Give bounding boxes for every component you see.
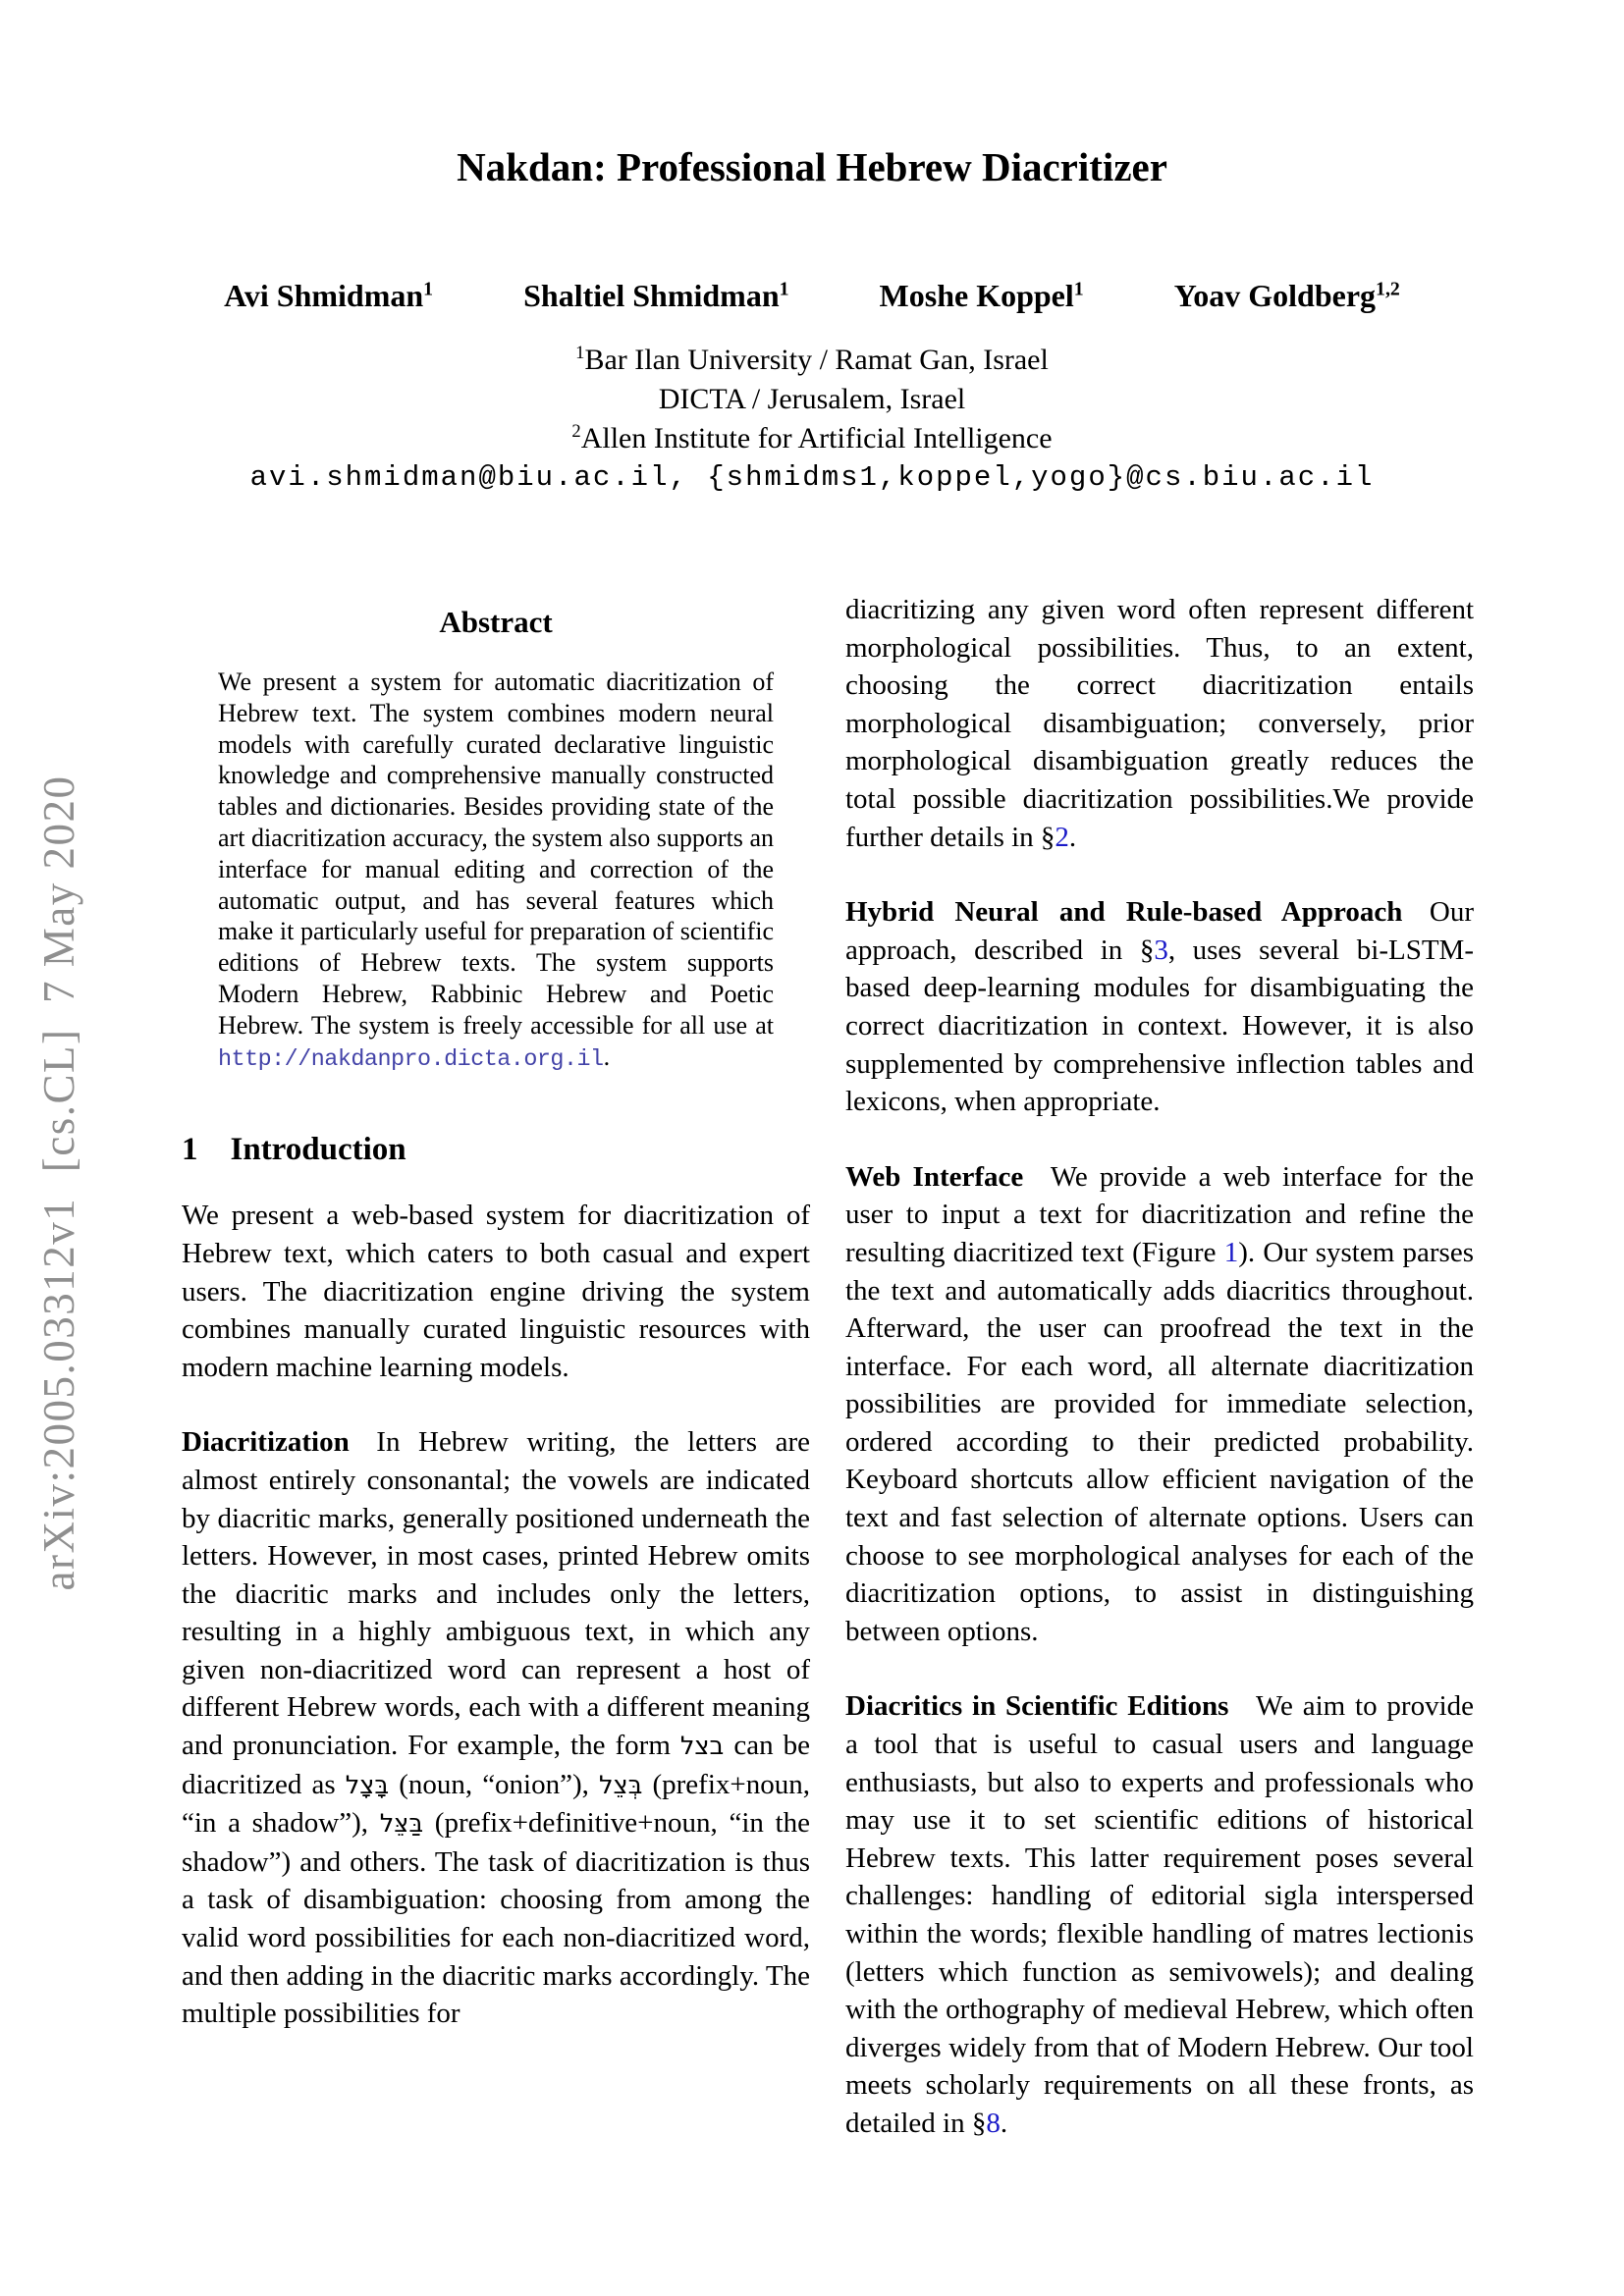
hebrew-word: בָּצָל xyxy=(345,1770,390,1800)
section-ref-link[interactable]: 3 xyxy=(1154,934,1168,966)
section-ref-link[interactable]: 2 xyxy=(1055,821,1069,853)
text-run: We present a web-based system for diacritization of Hebrew text, which caters to both casual and expert users. The diacritization engine driving the system combines manually curated linguistic resources with modern machine learning models. xyxy=(182,1200,810,1383)
text-run: (prefix+definitive+noun, “in the shadow”) and others. The task of diacritization is thus a task of disambiguation: choosing from among the valid word possibilities for each non-diacritized word, and then adding in the diacritic marks accordingly. The multiple possibilities for xyxy=(182,1807,810,2030)
affiliation-block xyxy=(0,341,1624,458)
author-4 xyxy=(1174,278,1400,314)
author-3-name: Moshe Koppel xyxy=(879,278,1074,313)
abstract-heading: Abstract xyxy=(439,605,553,639)
author-1 xyxy=(224,278,433,314)
text-run: Our approach, described in § xyxy=(845,896,1474,966)
section-ref-link[interactable]: 1 xyxy=(1223,1236,1239,1268)
paragraph xyxy=(845,1687,1474,2142)
text-run: ). Our system parses the text and automatically adds diacritics throughout. Afterward, the user can proofread the text in the interface. For each word, all alternate diacritization possibilities are provided for immediate selection, ordered according to their predicted probability. Keyboard shortcuts allow efficient navigation of the text and fast selection of alternate options. Users can choose to see morphological analyses for each of the diacritization options, to assist in distinguishing between options. xyxy=(845,1236,1474,1647)
section-1-number: 1 xyxy=(182,1132,198,1168)
affiliation-3 xyxy=(0,419,1624,458)
author-3 xyxy=(880,278,1084,314)
paragraph-runin-heading: Web Interface xyxy=(845,1160,1024,1193)
text-run: We provide a web interface for the user to input a text for diacritization and refine the resulting diacritized text (Figure xyxy=(845,1160,1474,1268)
affiliation-3-mark: 2 xyxy=(571,421,581,442)
hebrew-word: בְּצֵל xyxy=(598,1770,643,1800)
affiliation-1-text: Bar Ilan University / Ramat Gan, Israel xyxy=(584,344,1049,376)
text-run: . xyxy=(1000,2107,1008,2139)
author-2-affil-mark: 1 xyxy=(779,278,789,300)
text-run: In Hebrew writing, the letters are almost entirely consonantal; the vowels are indicated by diacritic marks, generally positioned underneath the letters. However, in most cases, printed Hebrew omits the diacritic marks and includes only the letters, resulting in a highly ambiguous text, in which any given non-diacritized word can represent a host of different Hebrew words, each with a different meaning and pronunciation. For example, the form xyxy=(182,1426,810,1762)
text-run: , uses several bi-LSTM-based deep-learning modules for disambiguating the correct diacritization in context. However, it is also supplemented by comprehensive inflection tables and lexicons, when appropriate. xyxy=(845,934,1474,1118)
affiliation-3-text: Allen Institute for Artificial Intelligence xyxy=(580,422,1053,454)
text-run: We present a system for automatic diacritization of Hebrew text. The system combines modern neural models with carefully curated declarative linguistic knowledge and comprehensive manually constructed tables and dictionaries. Besides providing state of the art diacritization accuracy, the system also supports an interface for manual editing and correction of the automatic output, and has several features which make it particularly useful for preparation of scientific editions of Hebrew texts. The system supports Modern Hebrew, Rabbinic Hebrew and Poetic Hebrew. The system is freely accessible for all use at xyxy=(218,667,774,1040)
paper-title: Nakdan: Professional Hebrew Diacritizer xyxy=(457,144,1167,189)
affiliation-2-text: DICTA / Jerusalem, Israel xyxy=(658,383,966,415)
author-emails: avi.shmidman@biu.ac.il, {shmidms1,koppel,yogo}@cs.biu.ac.il xyxy=(249,461,1375,494)
paragraph xyxy=(182,1197,810,1386)
affiliation-1-mark: 1 xyxy=(575,343,585,363)
arxiv-watermark: arXiv:2005.03312v1 [cs.CL] 7 May 2020 xyxy=(34,774,83,1591)
left-column xyxy=(182,605,810,2033)
text-run: can be diacritized as xyxy=(182,1730,810,1800)
right-column xyxy=(845,591,1474,2143)
paragraph xyxy=(845,893,1474,1121)
hebrew-word: בַּצֵּל xyxy=(379,1809,424,1840)
paragraph-runin-heading: Hybrid Neural and Rule-based Approach xyxy=(845,896,1403,929)
paragraph-runin-heading: Diacritics in Scientific Editions xyxy=(845,1690,1229,1723)
paper-url-link[interactable]: http://nakdanpro.dicta.org.il xyxy=(218,1046,604,1073)
author-3-affil-mark: 1 xyxy=(1073,278,1084,300)
paragraph xyxy=(845,1158,1474,1651)
author-4-name: Yoav Goldberg xyxy=(1173,278,1377,313)
author-row xyxy=(0,278,1624,314)
section-ref-link[interactable]: 8 xyxy=(986,2107,1001,2139)
author-4-affil-mark: 1,2 xyxy=(1376,278,1400,300)
text-run: (noun, “onion”), xyxy=(389,1768,599,1800)
abstract-body xyxy=(218,667,774,1076)
author-1-affil-mark: 1 xyxy=(423,278,434,300)
text-run: . xyxy=(603,1041,611,1071)
paragraph xyxy=(845,591,1474,856)
text-run: (prefix+noun, “in a shadow”), xyxy=(182,1768,810,1840)
hebrew-word: בצל xyxy=(679,1732,725,1762)
author-2-name: Shaltiel Shmidman xyxy=(523,278,780,313)
text-run: diacritizing any given word often represent different morphological possibilities. Thus, to an extent, choosing the correct diacritization entails morphological disambiguation; conversely, prior morphological disambiguation greatly reduces the total possible diacritization possibilities.We provide further details in § xyxy=(845,594,1474,853)
author-1-name: Avi Shmidman xyxy=(224,278,424,313)
text-run: We aim to provide a tool that is useful to casual users and language enthusiasts, but also to experts and professionals who may use it to set scientific editions of historical Hebrew texts. This latter requirement poses several challenges: handling of editorial sigla interspersed within the words; flexible handling of matres lectionis (letters which function as semivowels); and dealing with the orthography of medieval Hebrew, which often diverges widely from that of Modern Hebrew. Our tool meets scholarly requirements on all these fronts, as detailed in § xyxy=(845,1690,1474,2139)
text-run: . xyxy=(1068,821,1077,853)
author-2 xyxy=(523,278,788,314)
paragraph-runin-heading: Diacritization xyxy=(182,1426,350,1459)
section-1-title: Introduction xyxy=(230,1132,406,1168)
affiliation-2 xyxy=(0,380,1624,419)
affiliation-1 xyxy=(0,341,1624,380)
section-1-heading xyxy=(182,1132,810,1168)
paragraph xyxy=(182,1423,810,2033)
